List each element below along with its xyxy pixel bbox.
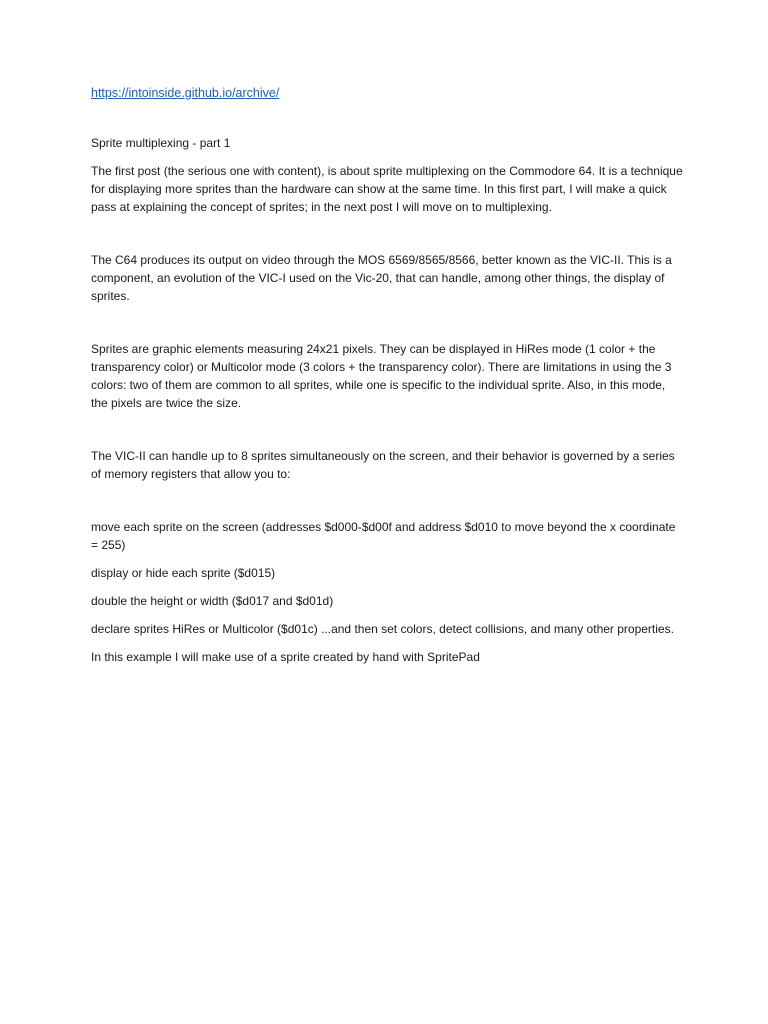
archive-link[interactable]: https://intoinside.github.io/archive/ xyxy=(91,86,280,100)
list-item-display: display or hide each sprite ($d015) xyxy=(91,566,276,580)
document-page xyxy=(91,84,683,666)
list-item-declare: declare sprites HiRes or Multicolor ($d01c) ...and then set colors, detect collisions, and many other properties. xyxy=(91,622,674,636)
paragraph-sprites: Sprites are graphic elements measuring 24x21 pixels. They can be displayed in HiRes mode (1 color + the transparency color) or Multicolor mode (3 colors + the transparency color). There are limitations in using the 3 colors: two of them are common to all sprites, while one is specific to the individual sprite. Also, in this mode, the pixels are twice the size. xyxy=(91,342,672,410)
paragraph-intro: The first post (the serious one with content), is about sprite multiplexing on the Commodore 64. It is a technique for displaying more sprites than the hardware can show at the same time. In this first part, I will make a quick pass at explaining the concept of sprites; in the next post I will move on to multiplexing. xyxy=(91,164,683,214)
list-item-move: move each sprite on the screen (addresses $d000-$d00f and address $d010 to move beyond the x coordinate = 255) xyxy=(91,520,676,552)
list-item-double: double the height or width ($d017 and $d01d) xyxy=(91,594,334,608)
paragraph-vic-ii: The C64 produces its output on video through the MOS 6569/8565/8566, better known as the VIC-II. This is a component, an evolution of the VIC-I used on the Vic-20, that can handle, among other things, the display of sprites. xyxy=(91,253,672,303)
post-title: Sprite multiplexing - part 1 xyxy=(91,136,231,150)
paragraph-registers: The VIC-II can handle up to 8 sprites simultaneously on the screen, and their behavior is governed by a series of memory registers that allow you to: xyxy=(91,449,675,481)
list-item-example: In this example I will make use of a sprite created by hand with SpritePad xyxy=(91,650,480,664)
